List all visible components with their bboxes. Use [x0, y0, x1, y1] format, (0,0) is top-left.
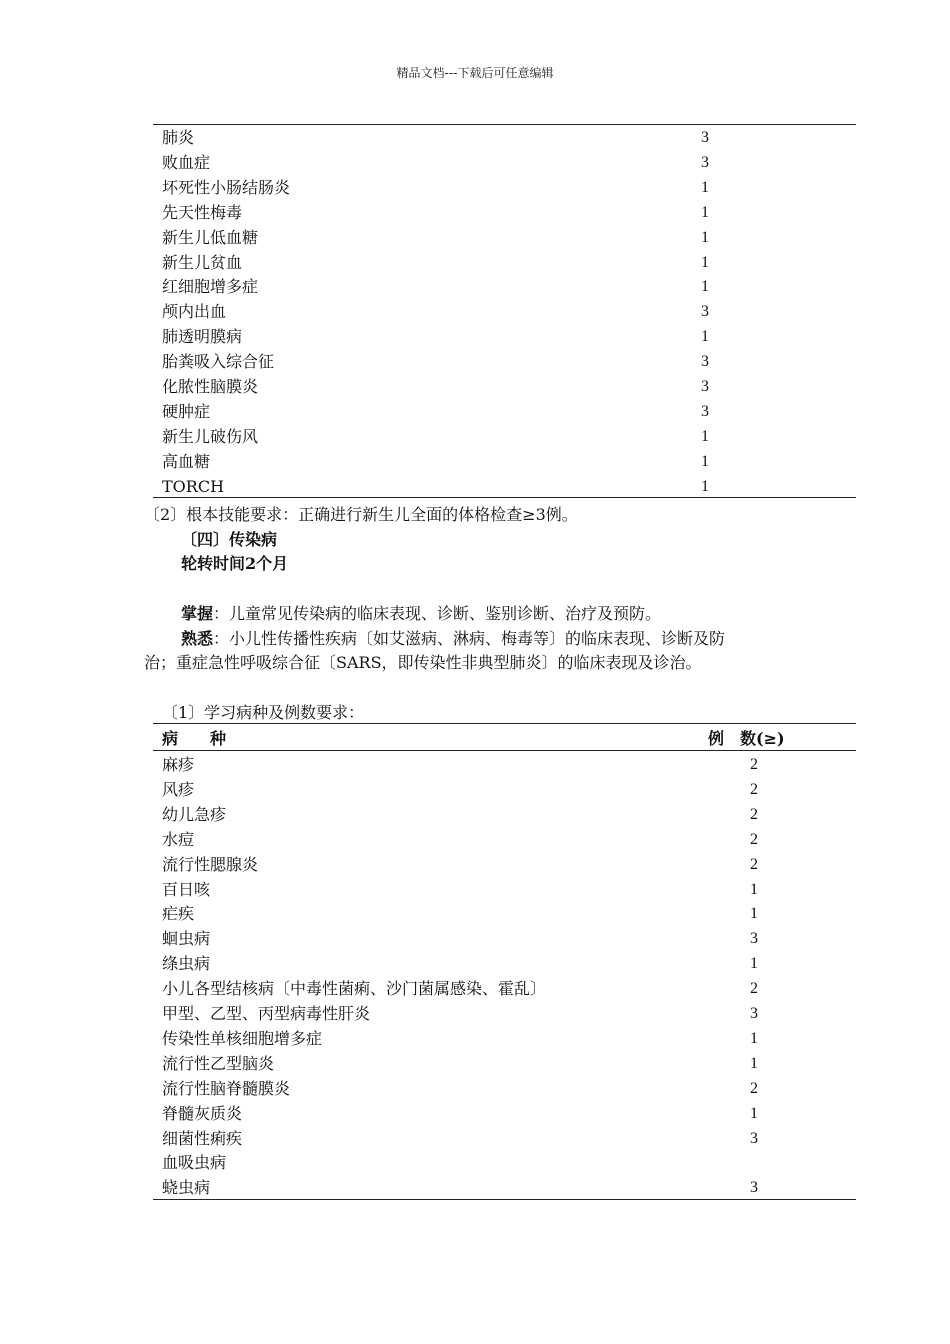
rotation-time: 轮转时间2个月 — [181, 554, 289, 573]
table-row-name: 疟疾 — [162, 904, 195, 924]
table-row-name: 肺炎 — [162, 128, 195, 147]
table-row-name: 新生儿破伤风 — [162, 426, 259, 446]
table-row-count: 3 — [701, 303, 709, 321]
table-row-name: 败血症 — [162, 152, 211, 172]
table-row-count: 3 — [701, 378, 709, 395]
familiar-text: ：小儿性传播性疾病〔如艾滋病、淋病、梅毒等〕的临床表现、诊断及防 — [213, 629, 726, 648]
table-row-name: 麻疹 — [162, 755, 195, 774]
table-row-count: 1 — [750, 880, 758, 898]
table-row-count: 1 — [701, 203, 709, 221]
table-row-name: 风疹 — [162, 779, 195, 799]
table-row-name: 血吸虫病 — [162, 1153, 227, 1173]
table-row-count: 2 — [750, 1079, 758, 1097]
table-row-name: 硬肿症 — [162, 401, 211, 421]
table-row-name: 绦虫病 — [162, 954, 211, 974]
table-row-count: 1 — [701, 178, 709, 196]
table-row-count: 1 — [701, 452, 709, 470]
table-row-count: 3 — [701, 129, 709, 146]
table-row-count: 1 — [750, 955, 758, 973]
master-text: ：儿童常见传染病的临床表现、诊断、鉴别诊断、治疗及预防。 — [213, 604, 662, 623]
section-title: 〔四〕传染病 — [181, 530, 278, 549]
table-row-name: 水痘 — [162, 829, 195, 849]
table-row-count: 2 — [750, 830, 758, 848]
master-label: 掌握 — [181, 604, 214, 623]
table-row-name: 化脓性脑膜炎 — [162, 377, 259, 396]
table-row-count: 3 — [750, 930, 758, 948]
table-row-count: 3 — [701, 402, 709, 420]
table-row-name: 传染性单核细胞增多症 — [162, 1028, 323, 1048]
table-row-name: 流行性腮腺炎 — [162, 854, 259, 874]
page-header: 精品文档---下载后可任意编辑 — [396, 66, 554, 80]
table2-top-rule — [153, 723, 856, 724]
table-row-count: 2 — [750, 756, 758, 773]
table-row-count: 3 — [750, 1005, 758, 1022]
familiar-paragraph — [181, 627, 725, 651]
table-row-count: 1 — [701, 427, 709, 445]
table-row-count: 1 — [701, 278, 709, 296]
table-row-count: 2 — [750, 805, 758, 823]
table2-bottom-rule — [153, 1199, 856, 1200]
table-row-count: 2 — [750, 780, 758, 798]
table-row-count: 3 — [701, 153, 709, 171]
table-row-count: 1 — [750, 1054, 758, 1072]
table-row-count: 3 — [750, 1179, 758, 1197]
table-row-name: 流行性乙型脑炎 — [162, 1053, 275, 1073]
skills-requirement: 〔2〕根本技能要求：正确进行新生儿全面的体格检查≥3例。 — [144, 505, 578, 524]
table-row-name: 高血糖 — [162, 451, 211, 471]
table-row-name: 小儿各型结核病〔中毒性菌痢、沙门菌属感染、霍乱〕 — [162, 979, 547, 999]
table-row-count: 1 — [701, 253, 709, 271]
table-row-count: 1 — [701, 328, 709, 346]
col-header-disease: 病 种 — [162, 729, 227, 748]
table-row-name: 脊髓灰质炎 — [162, 1103, 243, 1123]
familiar-text-cont: 治；重症急性呼吸综合征〔SARS，即传染性非典型肺炎〕的临床表现及诊治。 — [144, 653, 702, 672]
table-row-name: 颅内出血 — [162, 302, 227, 322]
table1-bottom-rule — [153, 497, 856, 498]
master-paragraph — [181, 602, 661, 626]
table-row-name: 流行性脑脊髓膜炎 — [162, 1078, 291, 1098]
table-row-count: 1 — [750, 905, 758, 923]
table-row-name: 肺透明膜病 — [162, 327, 243, 347]
table-row-name: 新生儿贫血 — [162, 252, 243, 272]
table-row-name: 百日咳 — [162, 879, 211, 899]
table-row-count: 1 — [750, 1029, 758, 1047]
table-row-name: 蛲虫病 — [162, 1178, 211, 1198]
table-row-name: 胎粪吸入综合征 — [162, 352, 275, 372]
table-row-count: 1 — [701, 228, 709, 246]
study-title: 〔1〕学习病种及例数要求： — [162, 703, 365, 722]
table1-top-rule — [153, 124, 856, 125]
table2-header-rule — [153, 750, 856, 751]
table-row-name: TORCH — [162, 476, 225, 496]
table-row-name: 幼儿急疹 — [162, 804, 227, 824]
familiar-label: 熟悉 — [181, 629, 214, 648]
col-header-count: 例 数(≥) — [708, 729, 785, 748]
table-row-count: 1 — [701, 477, 709, 495]
table-row-name: 蛔虫病 — [162, 929, 211, 949]
table-row-name: 红细胞增多症 — [162, 277, 259, 297]
table-row-name: 新生儿低血糖 — [162, 227, 259, 247]
table-row-name: 坏死性小肠结肠炎 — [162, 177, 291, 197]
table-row-count: 1 — [750, 1104, 758, 1122]
table-row-name: 细菌性痢疾 — [162, 1128, 243, 1148]
table-row-count: 2 — [750, 980, 758, 998]
table-row-count: 2 — [750, 855, 758, 873]
table-row-name: 先天性梅毒 — [162, 202, 243, 222]
table-row-name: 甲型、乙型、丙型病毒性肝炎 — [162, 1004, 371, 1023]
table-row-count: 3 — [750, 1129, 758, 1147]
table-row-count: 3 — [701, 353, 709, 371]
